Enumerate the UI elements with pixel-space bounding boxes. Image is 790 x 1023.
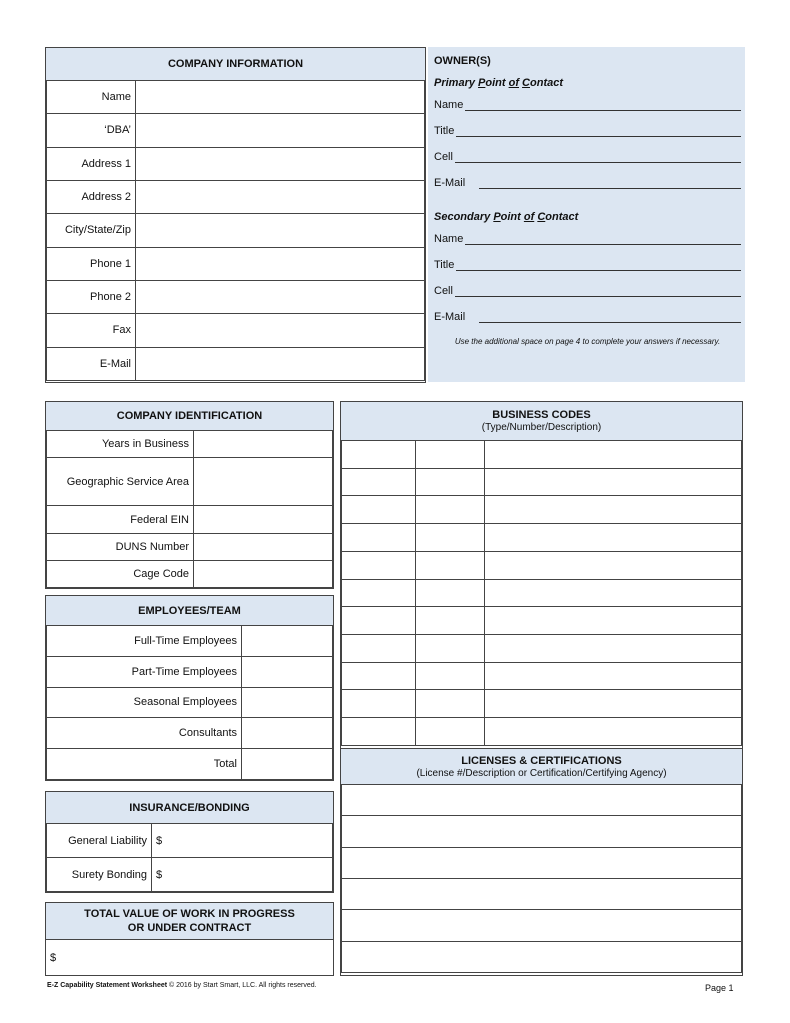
business-code-row: [342, 690, 742, 718]
business-code-cell[interactable]: [342, 468, 416, 496]
employees-label: Total: [47, 749, 242, 780]
company-id-field[interactable]: [194, 533, 333, 560]
company-info-field[interactable]: [136, 280, 425, 313]
primary-contact-field-line[interactable]: [456, 125, 741, 137]
employees-label: Full-Time Employees: [47, 626, 242, 657]
business-code-cell[interactable]: [485, 662, 742, 690]
business-code-row: [342, 662, 742, 690]
company-info-field[interactable]: [136, 347, 425, 380]
business-code-cell[interactable]: [485, 524, 742, 552]
company-id-row: [47, 533, 333, 560]
company-id-field[interactable]: [194, 560, 333, 587]
business-code-cell[interactable]: [416, 441, 485, 469]
owners-note: Use the additional space on page 4 to complete your answers if necessary.: [454, 337, 721, 346]
company-info-label: Phone 1: [47, 247, 136, 280]
company-id-field[interactable]: [194, 506, 333, 533]
business-code-row: [342, 607, 742, 635]
page-number: Page 1: [705, 983, 734, 993]
license-row: [342, 910, 742, 941]
business-code-cell[interactable]: [416, 607, 485, 635]
employees-row: [47, 626, 333, 657]
employees-row: [47, 749, 333, 780]
employees-field[interactable]: [242, 718, 333, 749]
business-code-cell[interactable]: [485, 718, 742, 746]
business-code-cell[interactable]: [485, 579, 742, 607]
secondary-contact-email-row: [434, 297, 741, 323]
primary-contact-title-row: [434, 111, 741, 137]
business-code-cell[interactable]: [342, 607, 416, 635]
company-information-table: [46, 80, 425, 381]
employees-row: [47, 656, 333, 687]
primary-contact-field-label: Cell: [434, 151, 453, 163]
business-code-cell[interactable]: [342, 496, 416, 524]
primary-contact-field-label: E-Mail: [434, 177, 466, 189]
employees-field[interactable]: [242, 626, 333, 657]
insurance-field[interactable]: $: [152, 858, 333, 892]
company-information-section: [45, 47, 426, 383]
company-info-row: [47, 247, 425, 280]
license-row: [342, 941, 742, 972]
employees-field[interactable]: [242, 749, 333, 780]
business-code-row: [342, 496, 742, 524]
company-info-label: Name: [47, 81, 136, 114]
license-row: [342, 785, 742, 816]
business-code-cell[interactable]: [485, 441, 742, 469]
license-cell[interactable]: [342, 816, 742, 847]
business-code-cell[interactable]: [416, 635, 485, 663]
company-info-row: [47, 280, 425, 313]
company-info-row: [47, 114, 425, 147]
business-code-cell[interactable]: [416, 551, 485, 579]
company-info-field[interactable]: [136, 81, 425, 114]
employees-label: Part-Time Employees: [47, 656, 242, 687]
business-code-row: [342, 635, 742, 663]
secondary-contact-field-line[interactable]: [479, 311, 741, 323]
license-row: [342, 878, 742, 909]
license-row: [342, 816, 742, 847]
secondary-contact-title-row: [434, 245, 741, 271]
licenses-header: LICENSES & CERTIFICATIONS (License #/Description or Certification/Certifying Agency): [341, 749, 742, 785]
business-code-cell[interactable]: [342, 579, 416, 607]
company-info-label: City/State/Zip: [47, 214, 136, 247]
business-code-cell[interactable]: [416, 496, 485, 524]
business-codes-table: [341, 440, 742, 746]
company-info-label: Address 1: [47, 147, 136, 180]
company-info-label: Address 2: [47, 180, 136, 213]
primary-contact-cell-row: [434, 137, 741, 163]
primary-contact-heading: Primary Point of Contact: [434, 77, 563, 89]
company-id-row: [47, 560, 333, 587]
company-info-field[interactable]: [136, 114, 425, 147]
business-code-cell[interactable]: [342, 551, 416, 579]
employees-row: [47, 718, 333, 749]
employees-label: Seasonal Employees: [47, 687, 242, 718]
business-code-cell[interactable]: [485, 551, 742, 579]
business-code-cell[interactable]: [485, 690, 742, 718]
business-code-cell[interactable]: [342, 441, 416, 469]
company-info-field[interactable]: [136, 147, 425, 180]
work-value-field[interactable]: $: [50, 952, 57, 964]
business-code-cell[interactable]: [416, 690, 485, 718]
business-code-cell[interactable]: [416, 524, 485, 552]
primary-contact-email-row: [434, 163, 741, 189]
business-code-row: [342, 718, 742, 746]
business-code-cell[interactable]: [416, 718, 485, 746]
company-information-header: COMPANY INFORMATION: [46, 48, 425, 81]
business-code-cell[interactable]: [342, 718, 416, 746]
insurance-row: [47, 858, 333, 892]
employees-label: Consultants: [47, 718, 242, 749]
licenses-table: [341, 784, 742, 973]
business-code-cell[interactable]: [416, 579, 485, 607]
company-identification-header: COMPANY IDENTIFICATION: [46, 402, 333, 431]
insurance-field[interactable]: $: [152, 824, 333, 858]
company-id-label: Geographic Service Area: [47, 458, 194, 506]
insurance-label: General Liability: [47, 824, 152, 858]
insurance-row: [47, 824, 333, 858]
primary-contact-field-label: Name: [434, 99, 464, 111]
company-info-field[interactable]: [136, 247, 425, 280]
owners-title: OWNER(S): [434, 55, 491, 67]
business-code-cell[interactable]: [416, 662, 485, 690]
company-identification-table: [46, 430, 333, 588]
license-cell[interactable]: [342, 785, 742, 816]
business-code-cell[interactable]: [485, 635, 742, 663]
company-info-field[interactable]: [136, 314, 425, 347]
company-info-label: Phone 2: [47, 280, 136, 313]
company-info-field[interactable]: [136, 180, 425, 213]
secondary-contact-field-line[interactable]: [465, 233, 741, 245]
employees-section: [45, 595, 334, 781]
employees-field[interactable]: [242, 687, 333, 718]
secondary-contact-field-label: Title: [434, 259, 455, 271]
business-codes-header: BUSINESS CODES (Type/Number/Description): [341, 402, 742, 441]
company-info-row: [47, 214, 425, 247]
company-id-field[interactable]: [194, 458, 333, 506]
license-cell[interactable]: [342, 941, 742, 972]
work-value-section: [45, 902, 334, 976]
company-info-label: E-Mail: [47, 347, 136, 380]
primary-contact-field-label: Title: [434, 125, 455, 137]
business-code-row: [342, 468, 742, 496]
secondary-contact-cell-row: [434, 271, 741, 297]
business-code-cell[interactable]: [342, 662, 416, 690]
business-code-cell[interactable]: [485, 496, 742, 524]
business-code-cell[interactable]: [342, 635, 416, 663]
business-code-cell[interactable]: [485, 607, 742, 635]
company-info-field[interactable]: [136, 214, 425, 247]
company-id-label: Years in Business: [47, 431, 194, 458]
license-cell[interactable]: [342, 847, 742, 878]
owners-panel: [428, 47, 745, 382]
business-code-row: [342, 441, 742, 469]
license-cell[interactable]: [342, 910, 742, 941]
company-id-label: Federal EIN: [47, 506, 194, 533]
license-cell[interactable]: [342, 878, 742, 909]
insurance-table: [46, 823, 333, 892]
employees-row: [47, 687, 333, 718]
employees-field[interactable]: [242, 656, 333, 687]
business-code-row: [342, 551, 742, 579]
primary-contact-field-line[interactable]: [479, 177, 741, 189]
company-info-row: [47, 347, 425, 380]
primary-contact-field-line[interactable]: [465, 99, 741, 111]
license-row: [342, 847, 742, 878]
business-code-cell[interactable]: [342, 690, 416, 718]
business-code-cell[interactable]: [485, 468, 742, 496]
company-id-label: Cage Code: [47, 560, 194, 587]
company-info-row: [47, 147, 425, 180]
company-info-row: [47, 81, 425, 114]
company-info-row: [47, 180, 425, 213]
insurance-header: INSURANCE/BONDING: [46, 792, 333, 824]
work-value-header: TOTAL VALUE OF WORK IN PROGRESS OR UNDER CONTRACT: [46, 903, 333, 940]
codes-licenses-section: [340, 401, 743, 976]
business-code-row: [342, 579, 742, 607]
insurance-label: Surety Bonding: [47, 858, 152, 892]
company-id-field[interactable]: [194, 431, 333, 458]
employees-header: EMPLOYEES/TEAM: [46, 596, 333, 626]
footer-copyright: E-Z Capability Statement Worksheet © 2016 by Start Smart, LLC. All rights reserved.: [47, 982, 317, 989]
business-code-row: [342, 524, 742, 552]
company-info-label: Fax: [47, 314, 136, 347]
secondary-contact-field-label: Name: [434, 233, 464, 245]
insurance-section: [45, 791, 334, 893]
secondary-contact-field-line[interactable]: [456, 259, 741, 271]
secondary-contact-field-line[interactable]: [455, 285, 741, 297]
company-id-label: DUNS Number: [47, 533, 194, 560]
secondary-contact-heading: Secondary Point of Contact: [434, 211, 579, 223]
business-code-cell[interactable]: [416, 468, 485, 496]
secondary-contact-field-label: Cell: [434, 285, 453, 297]
primary-contact-field-line[interactable]: [455, 151, 741, 163]
company-id-row: [47, 506, 333, 533]
company-id-row: [47, 431, 333, 458]
company-identification-section: [45, 401, 334, 589]
secondary-contact-field-label: E-Mail: [434, 311, 466, 323]
company-info-row: [47, 314, 425, 347]
company-info-label: ‘DBA’: [47, 114, 136, 147]
company-id-row: [47, 458, 333, 506]
business-code-cell[interactable]: [342, 524, 416, 552]
employees-table: [46, 625, 333, 780]
